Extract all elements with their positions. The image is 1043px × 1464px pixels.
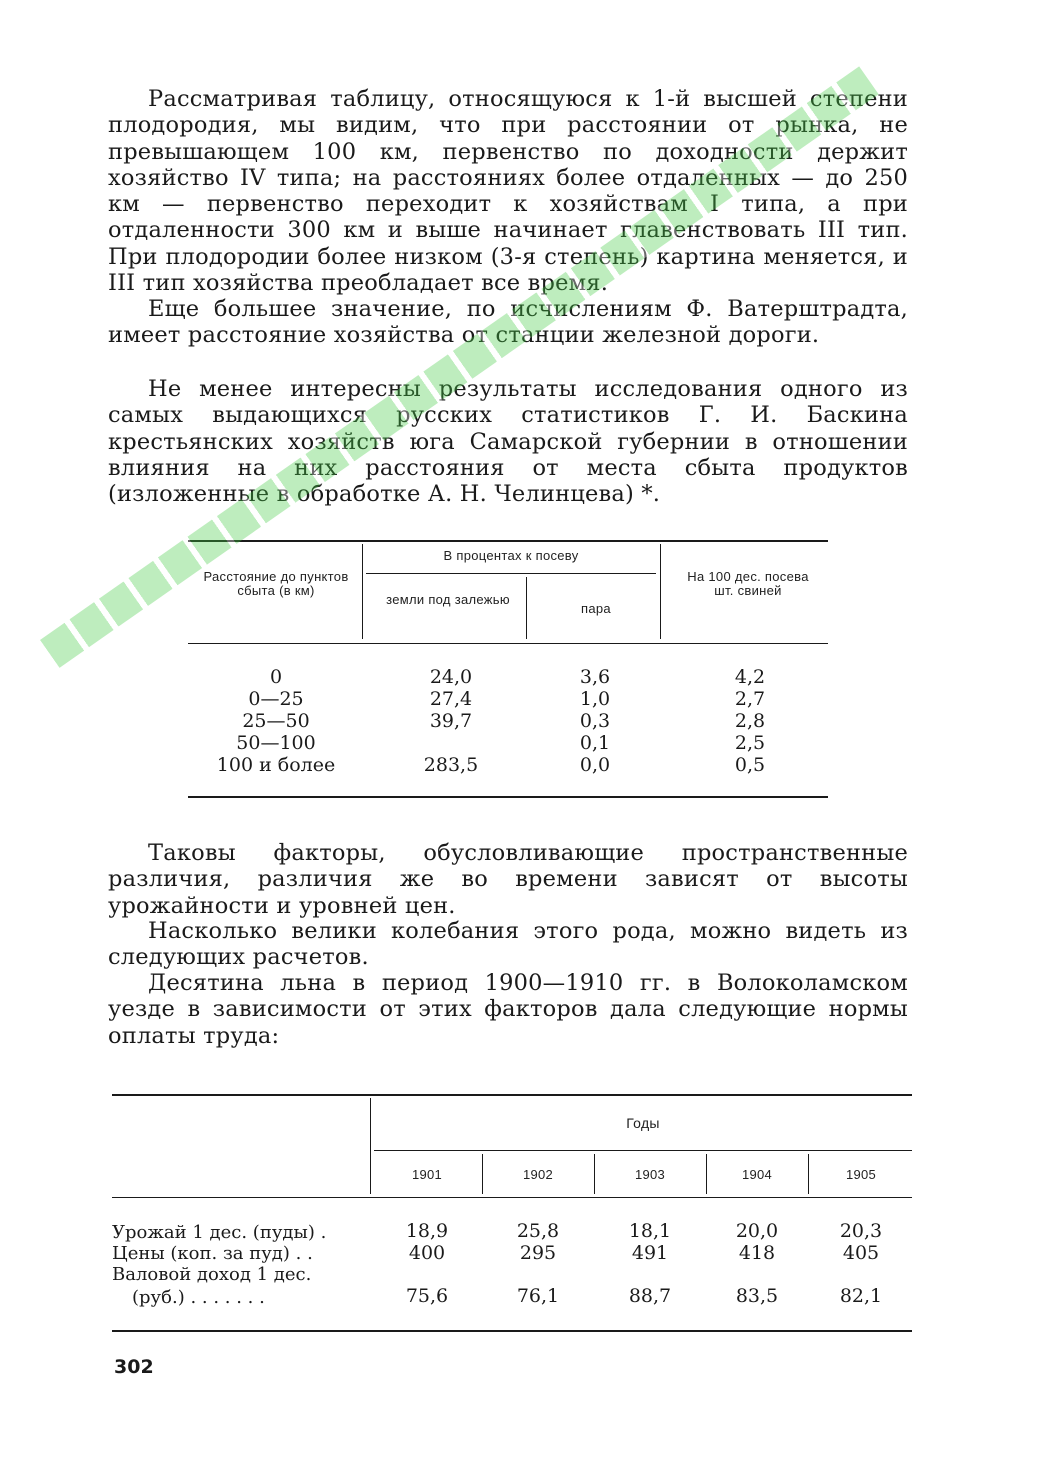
table-cell: 82,1	[839, 1285, 883, 1307]
table-cell: 2,5	[734, 732, 766, 754]
table-cell: 39,7	[429, 710, 473, 732]
table-cell: 283,5	[423, 754, 479, 776]
table-cell: 2,7	[734, 688, 766, 710]
paragraph-1: Рассматривая таблицу, относящуюся к 1-й высшей степени плодородия, мы видим, что при расстоянии от рынка, не превышающем 100 км, первенство по доходности держит хозяйство IV типа; на расстояниях более отдаленных — до 250 км — первенство переходит к хозяйствам I типа, а при отдаленности 300 км и выше начинает главенствовать III тип. При плодородии более низком (3-я степень) картина меняется, и III тип хозяйства преобладает все время.	[108, 86, 908, 297]
page-number: 302	[114, 1356, 154, 1378]
table-cell: 50—100	[236, 732, 316, 754]
table-cell: 0,0	[579, 754, 611, 776]
table-cell: 88,7	[628, 1285, 672, 1307]
table-cell: 18,9	[405, 1220, 449, 1242]
table-cell: 75,6	[405, 1285, 449, 1307]
table-cell: 418	[738, 1242, 776, 1264]
row-label-income-2: (руб.) . . . . . . .	[132, 1287, 265, 1308]
col-header-year-1901: 1901	[411, 1167, 443, 1182]
table-cell: 295	[519, 1242, 557, 1264]
table-cell: 0—25	[248, 688, 304, 710]
table-cell: 24,0	[429, 666, 473, 688]
row-label-income-1: Валовой доход 1 дес.	[112, 1264, 312, 1285]
table-cell	[396, 732, 506, 754]
table-cell: 400	[408, 1242, 446, 1264]
col-header-distance: Расстояние до пунктов сбыта (в км)	[203, 569, 349, 598]
table-cell: 76,1	[516, 1285, 560, 1307]
table-cell: 4,2	[734, 666, 766, 688]
column-pigs	[710, 666, 790, 776]
col-header-year-1903: 1903	[634, 1167, 666, 1182]
table-cell: 0,3	[579, 710, 611, 732]
table-cell: 3,6	[579, 666, 611, 688]
table-cell: 491	[631, 1242, 669, 1264]
table-cell: 27,4	[429, 688, 473, 710]
table-cell: 2,8	[734, 710, 766, 732]
paragraph-3: Не менее интересны результаты исследования одного из самых выдающихся русских статистиков Г. И. Баскина крестьянских хозяйств юга Самарской губернии в отношении влияния на них расстояния от места сбыта продуктов (изложенные в обработке А. Н. Челинцева) *.	[108, 376, 908, 508]
table-cell: 405	[842, 1242, 880, 1264]
row-label-price: Цены (коп. за пуд) . .	[112, 1243, 313, 1264]
table-cell: 83,5	[735, 1285, 779, 1307]
table-cell: 0	[269, 666, 283, 688]
col-header-pigs: На 100 дес. посева шт. свиней	[687, 569, 809, 598]
row-label-yield: Урожай 1 дес. (пуды) .	[112, 1222, 327, 1243]
table-cell: 100 и более	[216, 754, 336, 776]
paragraph-2: Еще большее значение, по исчислениям Ф. Ватерштрадта, имеет расстояние хозяйства от станции железной дороги.	[108, 296, 908, 349]
col-header-years: Годы	[626, 1115, 660, 1131]
table-cell: 0,1	[579, 732, 611, 754]
table-cell: 20,3	[839, 1220, 883, 1242]
paragraph-4: Таковы факторы, обусловливающие пространственные различия, различия же во времени зависят от высоты урожайности и уровней цен.	[108, 840, 908, 919]
col-header-year-1902: 1902	[522, 1167, 554, 1182]
table-cell: 18,1	[628, 1220, 672, 1242]
col-header-year-1904: 1904	[741, 1167, 773, 1182]
paragraph-6: Десятина льна в период 1900—1910 гг. в Волоколамском уезде в зависимости от этих факторов дала следующие нормы оплаты труда:	[108, 970, 908, 1049]
column-distances	[196, 666, 356, 776]
col-header-fallow: пара	[581, 601, 611, 616]
table-cell: 1,0	[579, 688, 611, 710]
col-header-year-1905: 1905	[845, 1167, 877, 1182]
column-fallow	[560, 666, 630, 776]
table-cell: 25—50	[242, 710, 310, 732]
col-header-group: В процентах к посеву	[443, 548, 579, 563]
table-cell: 0,5	[734, 754, 766, 776]
column-fallow-land	[396, 666, 506, 776]
table-cell: 20,0	[735, 1220, 779, 1242]
col-header-fallow-land: земли под залежью	[386, 592, 510, 607]
paragraph-5: Насколько велики колебания этого рода, можно видеть из следующих расчетов.	[108, 918, 908, 971]
table-cell: 25,8	[516, 1220, 560, 1242]
